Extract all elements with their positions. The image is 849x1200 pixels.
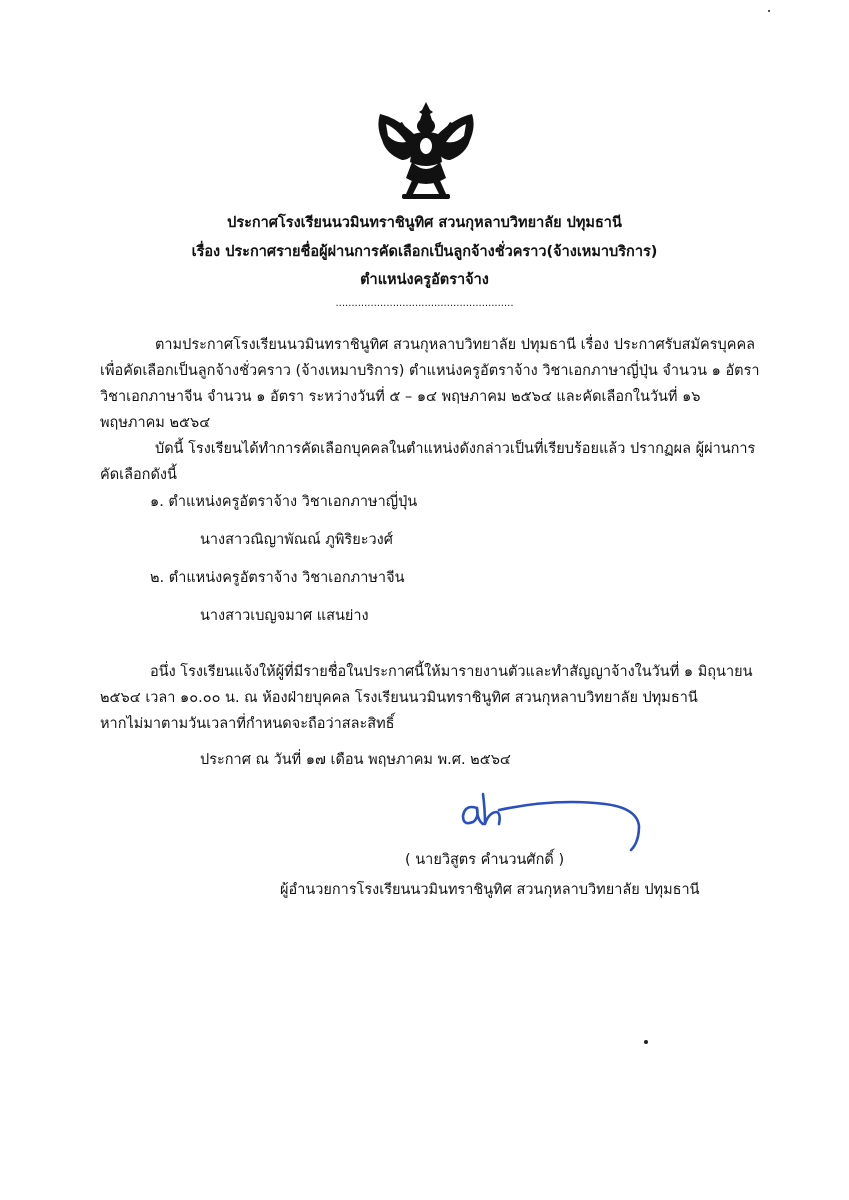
paragraph-line: พฤษภาคม ๒๕๖๔: [100, 415, 211, 431]
paragraph-line: อนึ่ง โรงเรียนแจ้งให้ผู้ที่มีรายชื่อในประกาศนี้ให้มารายงานตัวและทำสัญญาจ้างในวันที่ ๑ มิถุนายน: [150, 664, 753, 680]
signatory-title: ผู้อำนวยการโรงเรียนนวมินทราชินูทิศ สวนกุหลาบวิทยาลัย ปทุมธานี: [280, 882, 700, 898]
garuda-emblem-icon: [372, 100, 480, 202]
scan-speck: [768, 10, 770, 12]
signatory-name: ( นายวิสูตร คำนวนศักดิ์ ): [405, 852, 565, 868]
paragraph-line: ตามประกาศโรงเรียนนวมินทราชินูทิศ สวนกุหลาบวิทยาลัย ปทุมธานี เรื่อง ประกาศรับสมัครบุคคล: [155, 337, 756, 353]
paragraph-line: เพื่อคัดเลือกเป็นลูกจ้างชั่วคราว (จ้างเหมาบริการ) ตำแหน่งครูอัตราจ้าง วิชาเอกภาษาญี่ปุ่น จำนวน ๑ อัตรา: [100, 363, 760, 379]
paragraph-line: ๒๕๖๔ เวลา ๑๐.๐๐ น. ณ ห้องฝ่ายบุคคล โรงเรียนนวมินทราชินูทิศ สวนกุหลาบวิทยาลัย ปทุมธานี: [100, 690, 698, 706]
signature-mark: [455, 790, 650, 855]
candidate-name: นางสาวณิญาพัณณ์ ภูพิริยะวงศ์: [200, 532, 393, 548]
paragraph-line: บัดนี้ โรงเรียนได้ทำการคัดเลือกบุคคลในตำแหน่งดังกล่าวเป็นที่เรียบร้อยแล้ว ปรากฏผล ผู้ผ่านการ: [155, 441, 756, 457]
paragraph-line: วิชาเอกภาษาจีน จำนวน ๑ อัตรา ระหว่างวันที่ ๕ – ๑๔ พฤษภาคม ๒๕๖๔ และคัดเลือกในวันที่ ๑๖: [100, 389, 701, 405]
paragraph-line: คัดเลือกดังนี้: [100, 467, 177, 483]
announcement-heading: ประกาศโรงเรียนนวมินทราชินูทิศ สวนกุหลาบวิทยาลัย ปทุมธานี: [227, 215, 622, 231]
position-title: ๑. ตำแหน่งครูอัตราจ้าง วิชาเอกภาษาญี่ปุ่น: [150, 494, 418, 510]
paragraph-line: หากไม่มาตามวันเวลาที่กำหนดจะถือว่าสละสิทธิ์: [100, 716, 395, 732]
position-title: ๒. ตำแหน่งครูอัตราจ้าง วิชาเอกภาษาจีน: [150, 570, 405, 586]
scan-speck: [644, 1040, 648, 1044]
position-heading: ตำแหน่งครูอัตราจ้าง: [360, 272, 489, 288]
subject-heading: เรื่อง ประกาศรายชื่อผู้ผ่านการคัดเลือกเป็นลูกจ้างชั่วคราว(จ้างเหมาบริการ): [191, 244, 658, 260]
separator-line: ........................................................: [335, 298, 514, 309]
candidate-name: นางสาวเบญจมาศ แสนย่าง: [200, 608, 369, 624]
announcement-date: ประกาศ ณ วันที่ ๑๗ เดือน พฤษภาคม พ.ศ. ๒๕๖๔: [200, 752, 511, 768]
